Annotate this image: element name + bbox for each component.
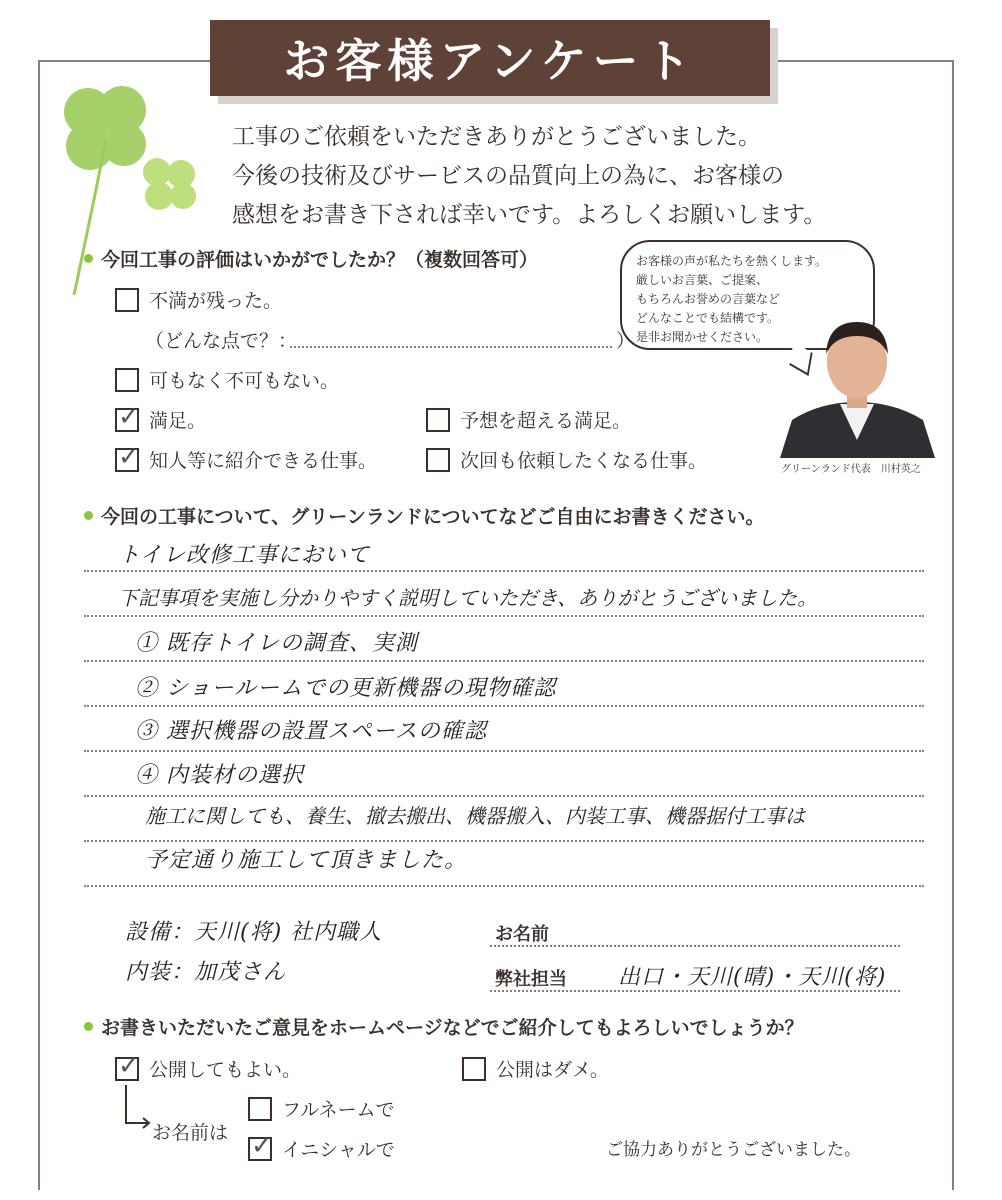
option-fullname[interactable] (248, 1095, 395, 1122)
name-label: お名前 (495, 924, 549, 945)
comment-line (84, 705, 924, 707)
handwritten-line: トイレ改修工事において (118, 543, 370, 568)
option-label: フルネームで (282, 1099, 395, 1121)
bubble-line: 是非お聞かせください。 (636, 330, 769, 344)
bullet-icon (84, 1022, 93, 1031)
option-label: 次回も依頼したくなる仕事。 (460, 450, 708, 472)
detail-label: （どんな点で？： (145, 330, 298, 352)
intro-line: 工事のご依頼をいただきありがとうございました。 (232, 124, 761, 150)
q1-heading (84, 245, 538, 272)
q3-heading (84, 1013, 804, 1040)
handwritten-line: ② ショールームでの更新機器の現物確認 (135, 676, 557, 701)
detail-input-line[interactable] (290, 346, 612, 348)
option-label: 公開してもよい。 (149, 1059, 302, 1081)
option-label: 知人等に紹介できる仕事。 (149, 450, 378, 472)
staff-label: 弊社担当 (495, 969, 567, 990)
checkbox-dissatisfied[interactable] (115, 288, 139, 312)
option-label: イニシャルで (282, 1139, 395, 1161)
bubble-line: どんなことでも結構です。 (636, 311, 780, 325)
comment-line (84, 885, 924, 887)
checkbox-fullname[interactable] (248, 1097, 272, 1121)
bubble-line: もちろんお誉めの言葉など (636, 292, 781, 306)
checkbox-satisfied[interactable] (115, 408, 139, 432)
representative-photo (780, 310, 935, 458)
option-label: 満足。 (149, 410, 207, 432)
q2-heading-text: 今回の工事について、グリーンランドについてなどご自由にお書きください。 (101, 506, 765, 528)
option-label: 不満が残った。 (149, 290, 283, 312)
bullet-icon (84, 511, 93, 520)
bullet-icon (84, 254, 93, 263)
handwritten-line: 施工に関しても、養生、撤去搬出、機器搬入、内装工事、機器据付工事は (145, 804, 805, 828)
comment-line (84, 570, 924, 572)
checkbox-initial[interactable] (248, 1137, 272, 1161)
option-again[interactable] (426, 446, 707, 473)
comment-line (84, 750, 924, 752)
checkbox-private[interactable] (462, 1057, 486, 1081)
option-dissatisfied-detail (145, 326, 297, 353)
checkbox-public[interactable] (115, 1057, 139, 1081)
q2-heading (84, 502, 764, 529)
comment-line (84, 795, 924, 797)
option-dissatisfied[interactable] (115, 286, 282, 313)
option-label: 公開はダメ。 (496, 1059, 609, 1081)
name-input-line[interactable] (490, 945, 900, 947)
handwritten-note: 内装：加茂さん (125, 960, 287, 985)
checkbox-neutral[interactable] (115, 368, 139, 392)
option-satisfied[interactable] (115, 406, 206, 433)
comment-line (84, 660, 924, 662)
option-label: 可もなく不可もない。 (149, 370, 340, 392)
thanks-text: ご協力ありがとうございました。 (606, 1140, 861, 1160)
option-public[interactable] (115, 1055, 301, 1082)
handwritten-line: ① 既存トイレの調査、実測 (135, 631, 418, 656)
handwritten-line: ④ 内装材の選択 (135, 763, 304, 788)
comment-line (84, 840, 924, 842)
bubble-line: 厳しいお言葉、ご提案、 (636, 273, 769, 287)
bubble-line: お客様の声が私たちを熱くします。 (636, 254, 828, 268)
intro-text (232, 118, 826, 235)
handwritten-note: 設備：天川(将) 社内職人 (125, 920, 383, 945)
q3-heading-text: お書きいただいたご意見をホームページなどでご紹介してもよろしいでしょうか？ (101, 1017, 804, 1039)
name-is-label (152, 1118, 228, 1145)
intro-line: 今後の技術及びサービスの品質向上の為に、お客様の (232, 163, 784, 189)
handwritten-line: 下記事項を実施し分かりやすく説明していただき、ありがとうございました。 (118, 586, 818, 610)
intro-line: 感想をお書き下されば幸いです。よろしくお願いします。 (232, 202, 827, 228)
detail-close-paren: ） (616, 330, 636, 352)
name-is-text: お名前は (152, 1122, 229, 1144)
option-label: 予想を超える満足。 (460, 410, 632, 432)
option-initial[interactable] (248, 1135, 395, 1162)
checkbox-recommend[interactable] (115, 448, 139, 472)
option-private[interactable] (462, 1055, 609, 1082)
clover-small-icon (135, 150, 205, 220)
page-title: お客様アンケート (210, 20, 770, 96)
staff-value: 出口・天川(晴)・天川(将) (618, 965, 887, 990)
checkbox-again[interactable] (426, 448, 450, 472)
comment-line (84, 615, 924, 617)
handwritten-line: 予定通り施工して頂きました。 (145, 848, 468, 873)
checkbox-beyond[interactable] (426, 408, 450, 432)
handwritten-line: ③ 選択機器の設置スペースの確認 (135, 719, 487, 744)
arrow-icon (122, 1085, 152, 1130)
representative-caption: グリーンランド代表 川村英之 (781, 464, 921, 475)
option-neutral[interactable] (115, 366, 339, 393)
option-beyond[interactable] (426, 406, 631, 433)
option-recommend[interactable] (115, 446, 377, 473)
q1-heading-text: 今回工事の評価はいかがでしたか？（複数回答可） (101, 249, 539, 271)
